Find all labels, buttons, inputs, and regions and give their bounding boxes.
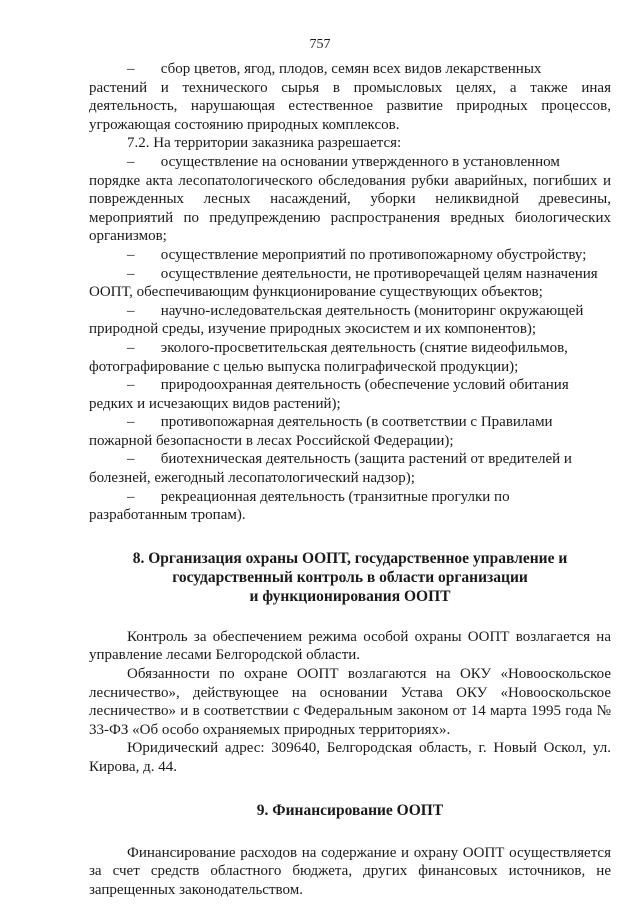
clause-7-2: 7.2. На территории заказника разрешается: [127,135,402,152]
list-item-text: биотехническая деятельность (защита растений от вредителей и [160,451,572,468]
list-item-text-rest: разработанным тропам). [89,507,246,524]
section-heading-line: и функционирования ООПТ [249,587,451,605]
list-item-text: природоохранная деятельность (обеспечение условий обитания [160,377,569,394]
document-body [89,60,611,899]
paragraph: Финансирование расходов на содержание и охрану ООПТ осуществляется за счет средств областного бюджета, других финансовых источников, не запрещенных законодательством. [89,844,611,898]
page-number: 757 [309,37,331,52]
list-item-text: научно-иследовательская деятельность (мониторинг окружающей [160,302,584,319]
list-item-text-rest: растений и технического сырья в промысловых целях, а также иная деятельность, нарушающая естественное развитие природных процессов, угрожающая состоянию природных комплексов. [89,79,611,133]
section-heading-line: 9. Финансирование ООПТ [256,801,444,819]
list-item [89,153,611,246]
spacer [89,606,611,628]
list-dash: – [127,265,135,282]
paragraph: Контроль за обеспечением режима особой охраны ООПТ возлагается на управление лесами Белгородской области. [89,628,611,664]
list-item-text-rest: природной среды, изучение природных экосистем и их компонентов); [89,321,537,338]
list-item-text-rest: редких и исчезающих видов растений); [89,395,341,412]
list-item [89,339,611,376]
section-heading-line: 8. Организация охраны ООПТ, государственное управление и [132,549,568,567]
section-9-heading [89,801,611,820]
list-dash: – [127,246,135,263]
section-heading-line: государственный контроль в области организации [172,568,528,586]
list-dash: – [127,153,135,170]
section-8-heading [89,549,611,606]
paragraph: Обязанности по охране ООПТ возлагаются на ОКУ «Новооскольское лесничество», действующее на основании Устава ОКУ «Новооскольское лесничество» и в соответствии с Федеральным законом от 14 марта 1995 года № 33-ФЗ «Об особо охраняемых природных территориях». [89,666,611,738]
list-item-text-rest: порядке акта лесопатологического обследования рубки аварийных, погибших и поврежденных лесных насаждений, уборки неликвидной древесины, мероприятий по предупреждению распространения вредных биологических организмов; [89,172,611,245]
list-item-text: противопожарная деятельность (в соответствии с Правилами [160,414,553,431]
list-dash: – [127,339,135,356]
list-item-text: осуществление мероприятий по противопожарному обустройству; [160,246,587,263]
list-item-text: рекреационная деятельность (транзитные прогулки по [160,488,510,505]
list-item-text-rest: ООПТ, обеспечивающим функционирование существующих объектов; [89,284,543,301]
list-dash: – [127,451,135,468]
list-item-text: осуществление на основании утвержденного в установленном [160,153,560,170]
list-item [89,450,611,487]
list-item-text: эколого-просветительская деятельность (снятие видеофильмов, [160,339,568,356]
list-item [89,265,611,302]
list-item-text-rest: пожарной безопасности в лесах Российской Федерации); [89,432,454,449]
list-item-prohibited [89,60,611,134]
paragraph: Юридический адрес: 309640, Белгородская область, г. Новый Оскол, ул. Кирова, д. 44. [89,740,611,775]
list-item [89,488,611,525]
list-dash: – [127,377,135,394]
list-item-text: сбор цветов, ягод, плодов, семян всех видов лекарственных [160,61,542,77]
list-dash: – [127,61,135,77]
list-dash: – [127,488,135,505]
list-dash: – [127,302,135,319]
list-item [89,376,611,413]
list-item-text-rest: фотографирование с целью выпуска полиграфической продукции); [89,358,519,375]
list-item [89,302,611,339]
list-item [89,246,611,265]
list-item-text-rest: болезней, ежегодный лесопатологический надзор); [89,470,415,487]
list-item-text: осуществление деятельности, не противоречащей целям назначения [160,265,598,282]
list-item [89,413,611,450]
list-dash: – [127,414,135,431]
